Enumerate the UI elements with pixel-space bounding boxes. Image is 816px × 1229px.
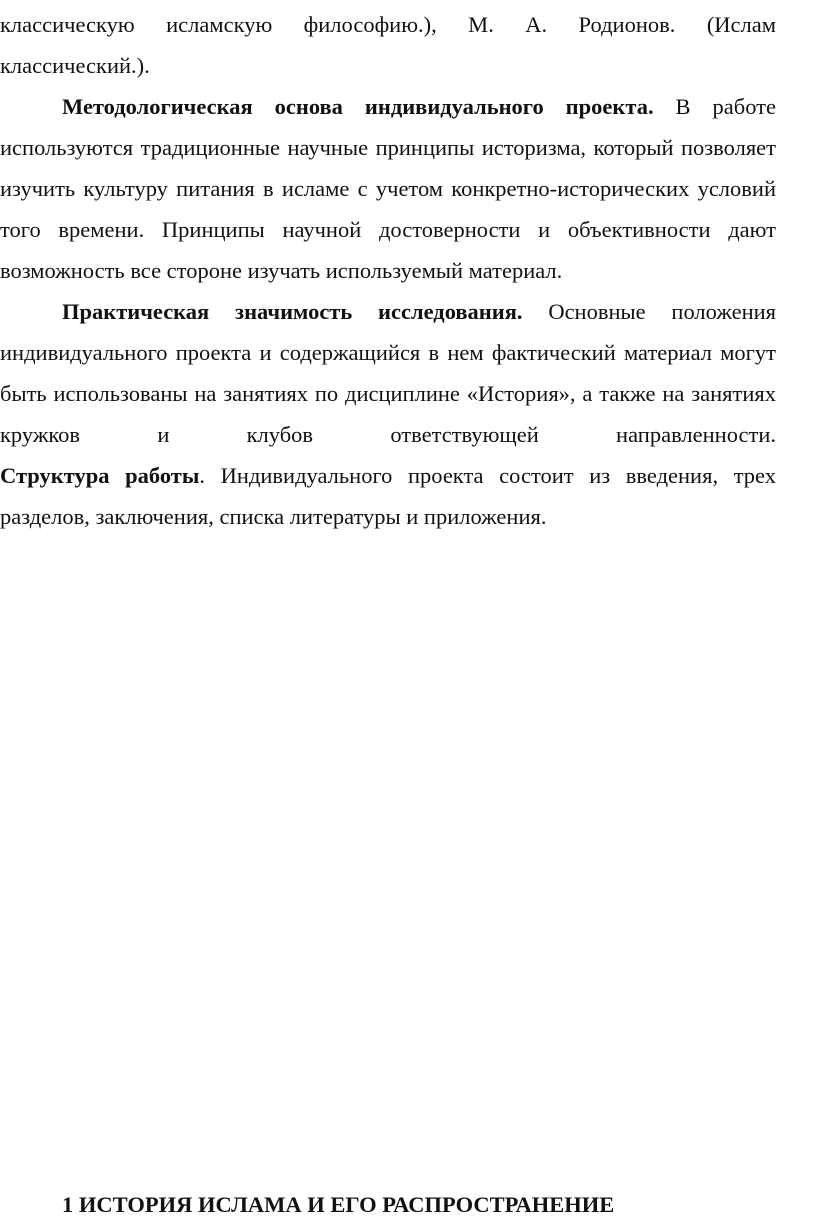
practical-first-part [0, 291, 776, 455]
practical-paragraph [0, 291, 776, 537]
structure-body: . Индивидуального проекта состоит из введения, трех разделов, заключения, списка литературы и приложения. [0, 463, 776, 529]
practical-body: Основные положения индивидуального проекта и содержащийся в нем фактический материал могут быть использованы на занятиях по дисциплине «История», а также на занятиях кружков и клубов ответствующей направленности. [0, 299, 776, 447]
structure-heading: Структура работы [0, 463, 200, 488]
methodology-paragraph [0, 86, 776, 291]
section-heading: 1 ИСТОРИЯ ИСЛАМА И ЕГО РАСПРОСТРАНЕНИЕ [62, 1192, 615, 1217]
methodology-heading: Методологическая основа индивидуального проекта. [62, 94, 654, 119]
methodology-body: В работе используются традиционные научные принципы историзма, который позволяет изучить культуру питания в исламе с учетом конкретно-исторических условий того времени. Принципы научной достоверности и объективности дают возможность все стороне изучать используемый материал. [0, 94, 776, 283]
practical-heading: Практическая значимость исследования. [62, 299, 523, 324]
continuation-paragraph: классическую исламскую философию.), М. А. Родионов. (Ислам классический.). [0, 12, 776, 78]
document-body [0, 4, 776, 537]
